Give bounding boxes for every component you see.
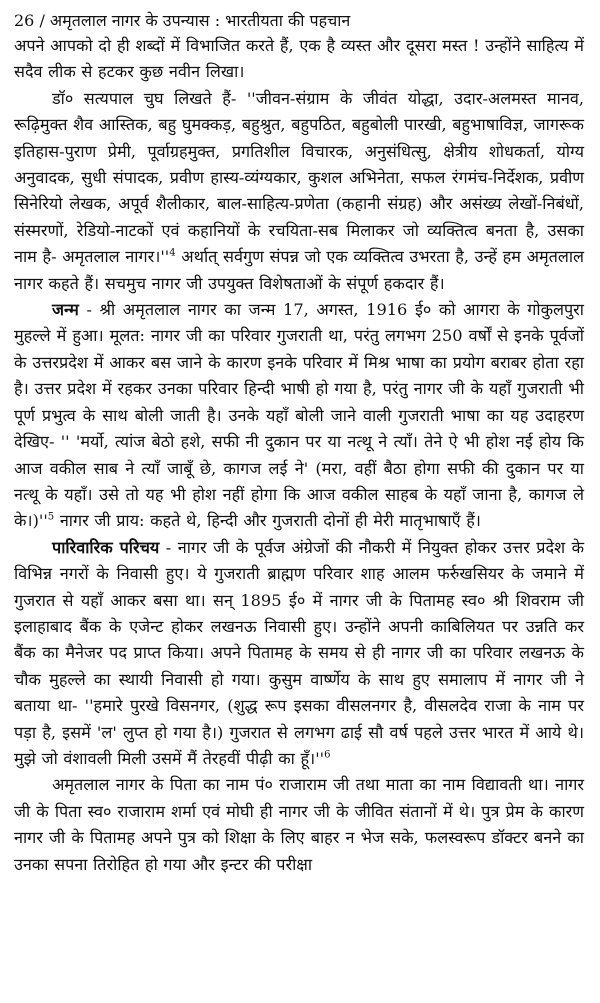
paragraph-text-after: नागर जी प्राय: कहते थे, हिन्दी और गुजराती दोनों ही मेरी मातृभाषाएँ हैं। [54,511,481,531]
footnote-marker: 6 [324,749,331,761]
paragraph-text: अमृतलाल नागर के पिता का नाम पं० राजाराम जी तथा माता का नाम विद्यावती था। नागर जी के पिता स्व० राजाराम शर्मा एवं मोघी ही नागर जी के जीवित संतानों में थे। पुत्र प्रेम के कारण नागर जी के पितामह अपने पुत्र को शिक्षा के लिए बाहर न भेज सके, फलस्वरूप डॉक्टर बनने का उनका सपना तिरोहित हो गया और इन्टर की परीक्षा [14,775,584,874]
paragraph-text: - नागर जी के पूर्वज अंग्रेजों की नौकरी में नियुक्त होकर उत्तर प्रदेश के विभिन्न नगरों के निवासी हुए। ये गुजराती ब्राह्मण परिवार शाह आलम फर्रुखसियर के जमाने में गुजरात से यहाँ आकर बसा था। सन् 1895 ई० में नागर जी के पितामह स्व० श्री शिवराम जी इलाहाबाद बैंक के एजेन्ट होकर लखनऊ निवासी हुए। उन्होंने अपनी काबिलियत पर उन्नति कर बैंक का मैनेजर पद प्राप्त किया। अपने पितामह के समय से ही नागर जी का परिवार लखनऊ के चौक मुहल्ले का स्थायी निवासी हो गया। कुसुम वार्ष्णेय के साथ हुए समालाप में नागर जी ने बताया था- ''हमारे पुरखे विसनगर, (शुद्ध रूप इसका वीसलनगर है, वीसलदेव राजा के नाम पर पड़ा है, इसमें 'ल' लुप्त हो गया है।) गुजरात से लगभग ढाई सौ वर्ष पहले उत्तर भारत में आये थे। मुझे जो वंशावली मिली उसमें मैं तेरहवीं पीढ़ी का हूँ।'' [14,537,584,768]
footnote-marker: 5 [47,511,55,523]
paragraph-5-parents [14,772,584,878]
section-lead-birth: जन्म [52,300,79,320]
footnote-marker: 4 [169,247,176,259]
running-header [14,10,584,32]
paragraph-2-quote [14,86,584,297]
paragraph-4-family [14,535,584,773]
page-number: 26 [14,11,35,30]
paragraph-text: डॉ० सत्यपाल चुघ लिखते हैं- ''जीवन-संग्राम के जीवंत योद्धा, उदार-अलमस्त मानव, रूढ़िमुक्त शैव आस्तिक, बहु घुमक्कड़, बहुश्रुत, बहुपठित, बहुबोली पारखी, बहुभाषाविज्ञ, जागरूक इतिहास-पुराण प्रेमी, पूर्वाग्रहमुक्त, प्रगतिशील विचारक, अनुसंधित्सु, क्षेत्रीय शोधकर्ता, योग्य अनुवादक, सुधी संपादक, प्रवीण हास्य-व्यंग्यकार, कुशल अभिनेता, सफल रंगमंच-निर्देशक, प्रवीण सिनेरियो लेखक, अपूर्व शैलीकार, बाल-साहित्य-प्रणेता (कहानी संग्रह) और असंख्य लेखों-निबंधों, संस्मरणों, रेडियो-नाटकों एवं कहानियों के रचयिता-सब मिलाकर जो व्यक्तित्व बनता है, उसका नाम है- अमृतलाल नागर।'' [14,88,584,267]
paragraph-text: अपने आपको दो ही शब्दों में विभाजित करते हैं, एक है व्यस्त और दूसरा मस्त ! उन्होंने साहित्य में सदैव लीक से हटकर कुछ नवीन लिखा। [14,36,584,82]
running-title: / अमृतलाल नागर के उपन्यास : भारतीयता की पहचान [39,11,351,30]
paragraph-3-birth [14,297,584,535]
paragraph-text: - श्री अमृतलाल नागर का जन्म 17, अगस्त, 1916 ई० को आगरा के गोकुलपुरा मुहल्ले में हुआ। मूलत: नागर जी का परिवार गुजराती था, परंतु लगभग 250 वर्षों से इनके पूर्वजों के उत्तरप्रदेश में आकर बस जाने के कारण इनके परिवार में मिश्र भाषा का प्रयोग बराबर होता रहा है। उत्तर प्रदेश में रहकर उनका परिवार हिन्दी भाषी हो गया है, परंतु नागर जी के यहाँ गुजराती भी पूर्ण प्रभुत्व के साथ बोली जाती है। उनके यहाँ बोली जाने वाली गुजराती भाषा का यह उदाहरण देखिए- '' 'मर्यो, त्यांज बेठो हशे, सफी नी दुकान पर या नत्थू ने त्याँ। तेने ऐ भी होश नई होय कि आज वकील साब ने त्याँ जाबूँ छे, कागज लई ने' (मरा, वहीं बैठा होगा सफी की दुकान पर या नत्थू के यहाँ। उसे तो यह भी होश नहीं होगा कि आज वकील साहब के यहाँ जाना है, कागज ले के।)'' [14,300,584,531]
section-lead-family: पारिवारिक परिचय [52,537,160,557]
paragraph-1 [14,33,584,86]
paragraph-text-after: अर्थात् सर्वगुण संपन्न जो एक व्यक्तित्व उभरता है, उन्हें हम अमृतलाल नागर कहते हैं। सचमुच नागर जी उपयुक्त विशेषताओं के संपूर्ण हकदार हैं। [14,247,584,293]
